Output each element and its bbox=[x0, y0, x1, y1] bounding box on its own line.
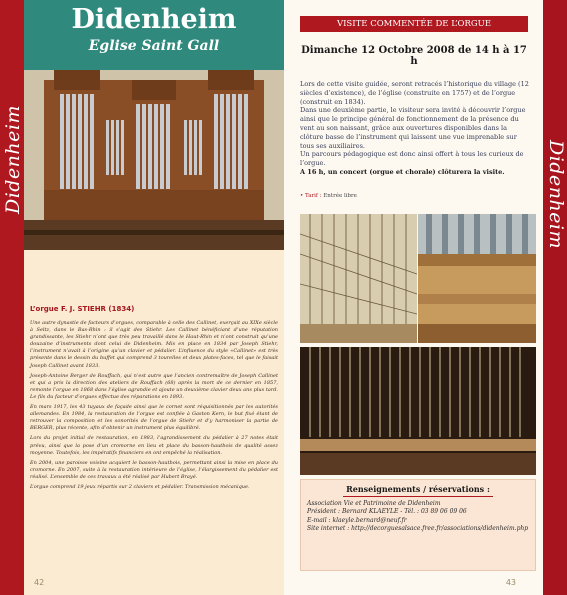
event-paragraph: Lors de cette visite guidée, seront retracés l’historique du village (12 siècles d’existence), de l’église (construite en 1757) et de l’orgue (construit en 1834). bbox=[300, 80, 529, 106]
tarif-value: Entrée libre bbox=[323, 193, 357, 199]
history-paragraph: Une autre dynastie de facteurs d’orgues, comparable à celle des Callinet, exerçait au XIXe siècle à Seltz, dans le Bas-Rhin : il s’agit des Stiehr. Les Callinet bénéficiant d’une réputation grandissante, les Stiehr n’ont que très peu travaillé dans le Haut-Rhin et n’ont construit qu’une douzaine d’instruments dont celui de Didenheim. Mis en place en 1834 par Joseph Stiehr, l’instrument n’avait à l’origine qu’un clavier et pédalier. L’influence du style «Callinet» est très présente dans le dessin du buffet qui comprend 3 tourelles et deux plates-faces, tel que le faisait Joseph Callinet avant 1833. bbox=[30, 320, 278, 369]
concert-highlight: A 16 h, un concert (orgue et chorale) clôturera la visite. bbox=[300, 167, 505, 176]
tarif-line bbox=[300, 193, 357, 199]
reservation-divider bbox=[343, 496, 493, 497]
history-paragraph: Joseph-Antoine Berger de Rouffach, qui n’est autre que l’ancien contremaître de Joseph Callinet et qui a pris la direction des ateliers de Rouffach (68) après la mort de ce dernier en 1857, remonte l’orgue en 1868 dans l’église agrandie et ajoute un deuxième clavier deux ans plus tard. Le fils du facteur d’orgues effectue des réparations en 1893. bbox=[30, 372, 278, 400]
organ-pipes-photo bbox=[300, 214, 417, 343]
event-header: VISITE COMMENTÉE DE L’ORGUE bbox=[300, 16, 528, 32]
tarif-label: • Tarif : bbox=[300, 193, 322, 199]
organ-windchest-photo bbox=[418, 214, 536, 343]
history-paragraph: En mars 1917, les 43 tuyaux de façade ainsi que le cornet sont réquisitionnés par les autorités allemandes. En 1984, la restauration de l’orgue est confiée à Gaston Kern, le but fixé étant de retrouver la composition et les sonorités de l’orgue de Stiehr et d’y harmoniser la partie de BERGER, plus récente, afin d’obtenir un instrument plus équilibré. bbox=[30, 404, 278, 432]
right-side-tab bbox=[543, 0, 567, 595]
banner-title: Didenheim bbox=[71, 4, 237, 35]
history-paragraph: En 2004, une paroisse voisine acquiert le basson-hautbois, permettant ainsi la mise en place du cromorne. En 2007, suite à la restauration intérieure de l’église, l’élargissement du pédalier est réalisé. L’ensemble de ces travaux a été réalisé par Hubert Brayé. bbox=[30, 459, 278, 480]
organ-trackers-photo bbox=[300, 347, 536, 475]
left-side-tab bbox=[0, 0, 24, 595]
banner-subtitle: Eglise Saint Gall bbox=[88, 38, 220, 54]
page-number-left: 42 bbox=[34, 578, 45, 587]
president-phone: Président : Bernard KLAEYLE - Tél. : 03 89 06 09 06 bbox=[307, 508, 467, 516]
website-line: Site internet : http://decorguesalsace.free.fr/associations/didenheim.php bbox=[307, 525, 529, 533]
right-page bbox=[284, 0, 543, 595]
history-paragraph: L’orgue comprend 19 jeux répartis sur 2 claviers et pédalier. Transmission mécanique. bbox=[30, 483, 250, 490]
page-number-right: 43 bbox=[505, 578, 516, 587]
event-date: Dimanche 12 Octobre 2008 de 14 h à 17 h bbox=[301, 45, 527, 67]
organ-history-text bbox=[30, 320, 278, 494]
organ-photo bbox=[24, 70, 284, 250]
event-description bbox=[300, 80, 530, 177]
reservation-box bbox=[300, 479, 536, 571]
email-line: E-mail : klaeyle.bernard@neuf.fr bbox=[307, 516, 407, 524]
event-paragraph: Un parcours pédagogique est donc ainsi offert à tous les curieux de l’orgue. bbox=[300, 150, 524, 168]
reservation-title: Renseignements / réservations : bbox=[346, 484, 490, 494]
left-page bbox=[24, 0, 284, 595]
right-side-label: Didenheim bbox=[545, 140, 567, 250]
organ-section-title: L’orgue F. J. STIEHR (1834) bbox=[30, 305, 135, 313]
title-banner bbox=[24, 0, 284, 70]
association-name: Association Vie et Patrimoine de Didenheim bbox=[307, 500, 441, 507]
history-paragraph: Lors du projet initial de restauration, en 1983, l’agrandissement du pédalier à 27 notes était prévu, ainsi que la pose d’un cromorne en lieu et place du basson-hautbois de qualité assez moyenne. Toutefois, les impératifs financiers en ont empêché la réalisation. bbox=[30, 435, 278, 456]
event-paragraph: Dans une deuxième partie, le visiteur sera invité à découvrir l’orgue ainsi que le principe général de fonctionnement de la présence du vent au son naissant, grâce aux ouvertures disponibles dans la clôture basse de l’instrument qui laissent une vue imprenable sur tous ses auxiliaires. bbox=[300, 106, 526, 150]
left-side-label: Didenheim bbox=[2, 105, 24, 215]
